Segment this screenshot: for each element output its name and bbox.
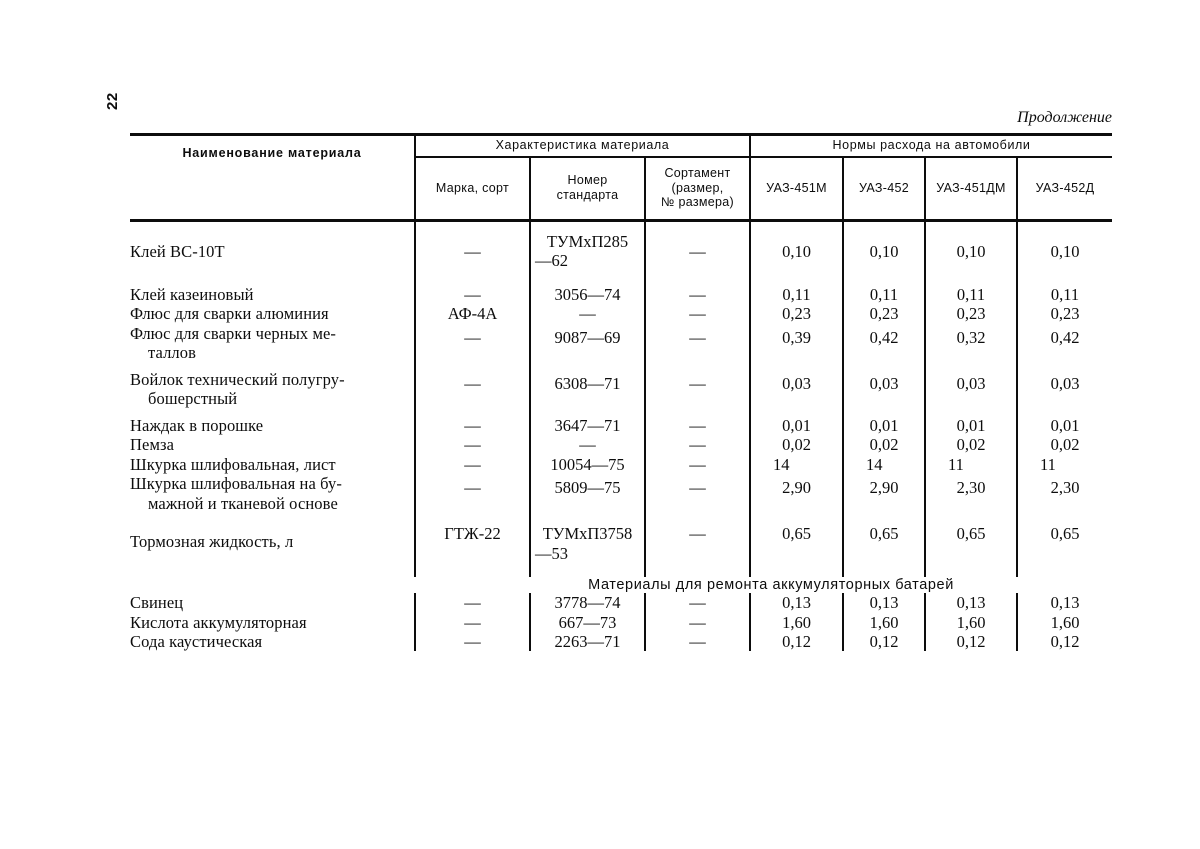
row-standard: 3778—74 [530,593,645,612]
row-assortment: — [645,435,750,454]
row-brand: — [415,632,530,651]
row-material-name [130,593,415,612]
row-value-2: 0,10 [925,232,1017,271]
material-name-line1: Флюс для сварки черных ме- [130,323,337,343]
row-assortment: — [645,593,750,612]
row-brand: ГТЖ-22 [415,520,530,563]
row-brand: — [415,285,530,304]
row-standard: 3647—71 [530,416,645,435]
page-number: 22 [104,92,121,110]
spacer-cell [415,513,530,520]
row-brand: — [415,593,530,612]
material-name-line2: мажной и тканевой основе [148,493,338,513]
spacer-cell [843,563,925,577]
row-material-name [130,324,415,363]
row-value-3: 0,02 [1017,435,1112,454]
material-name-line1: Шкурка шлифовальная на бу- [130,474,342,494]
row-assortment: — [645,474,750,513]
header-name-label: Наименование материала [182,146,362,160]
spacer-cell [1017,218,1112,232]
row-value-2: 0,13 [925,593,1017,612]
row-material-name [130,416,415,435]
row-brand: — [415,613,530,632]
row-brand: — [415,370,530,409]
header-vehicle-0: УАЗ-451М [750,157,843,218]
row-value-0: 0,12 [750,632,843,651]
spacer-cell [645,563,750,577]
material-name-line1: Наждак в порошке [130,415,264,435]
row-value-2: 0,03 [925,370,1017,409]
spacer-cell [750,363,843,370]
spacer-cell [750,513,843,520]
row-value-0: 0,39 [750,324,843,363]
table-row [130,474,1112,513]
row-assortment: — [645,232,750,271]
spacer-cell [530,563,645,577]
spacer-cell [843,513,925,520]
row-value-0: 0,65 [750,520,843,563]
header-standard [530,157,645,218]
spacer-cell [130,563,415,577]
header-vehicle-2: УАЗ-451ДМ [925,157,1017,218]
material-name-line1: Сода каустическая [130,631,263,651]
row-value-3: 0,11 [1017,285,1112,304]
spacer-cell [925,513,1017,520]
row-value-3: 0,23 [1017,304,1112,323]
header-vehicle-3: УАЗ-452Д [1017,157,1112,218]
spacer-cell [1017,513,1112,520]
spacer-row [130,218,1112,232]
row-brand: — [415,232,530,271]
spacer-cell [130,363,415,370]
table-row [130,435,1112,454]
row-value-2: 0,01 [925,416,1017,435]
material-name-line1: Клей ВС-10Т [130,241,225,261]
spacer-cell [1017,409,1112,416]
header-brand: Марка, сорт [415,157,530,218]
row-value-0: 0,13 [750,593,843,612]
spacer-cell [130,409,415,416]
spacer-cell [415,271,530,285]
header-assortment [645,157,750,218]
table-row [130,520,1112,563]
header-standard-line1: Номер [567,173,608,188]
spacer-cell [645,363,750,370]
table-body [130,218,1112,651]
table-row [130,232,1112,271]
material-name-line1: Кислота аккумуляторная [130,612,307,632]
header-group-material: Характеристика материала [415,134,750,157]
spacer-row [130,271,1112,285]
continuation-label: Продолжение [1017,109,1112,126]
row-material-name [130,613,415,632]
row-brand: — [415,474,530,513]
row-material-name [130,304,415,323]
row-value-3: 0,13 [1017,593,1112,612]
spacer-cell [843,271,925,285]
group-header-row [130,134,1112,157]
standard-lines [531,232,644,271]
table-row [130,304,1112,323]
row-value-1: 2,90 [843,474,925,513]
spacer-cell [750,409,843,416]
spacer-cell [415,563,530,577]
material-name-line1: Свинец [130,593,184,613]
row-value-1: 0,23 [843,304,925,323]
header-name-column [130,134,415,218]
material-name-line2: бошерстный [148,389,238,409]
row-assortment: — [645,285,750,304]
table-row [130,593,1112,612]
row-standard: 9087—69 [530,324,645,363]
spacer-cell [645,271,750,285]
spacer-cell [750,218,843,232]
table-row [130,370,1112,409]
material-name-line1: Войлок технический полугру- [130,369,345,389]
header-vehicle-1: УАЗ-452 [843,157,925,218]
table-row [130,613,1112,632]
spacer-cell [925,409,1017,416]
spacer-cell [130,271,415,285]
row-value-1: 0,12 [843,632,925,651]
row-value-1: 14 [843,455,925,474]
row-value-0: 0,01 [750,416,843,435]
row-standard [530,232,645,271]
spacer-row [130,563,1112,577]
materials-table [130,134,1112,651]
row-value-2: 1,60 [925,613,1017,632]
row-assortment: — [645,632,750,651]
row-standard: 3056—74 [530,285,645,304]
standard-line1: ТУМхП285 [546,232,629,251]
row-standard: 10054—75 [530,455,645,474]
row-brand: — [415,416,530,435]
section-title-row [130,577,1112,593]
standard-line2: —53 [535,543,568,563]
standard-lines [531,524,644,563]
row-value-2: 0,02 [925,435,1017,454]
spacer-row [130,513,1112,520]
row-value-1: 0,42 [843,324,925,363]
row-standard: — [530,435,645,454]
row-material-name [130,474,415,513]
row-brand: — [415,324,530,363]
spacer-cell [1017,363,1112,370]
row-value-2: 11 [925,455,1017,474]
row-material-name [130,632,415,651]
row-value-2: 2,30 [925,474,1017,513]
material-name-line1: Пемза [130,435,175,455]
row-value-1: 0,01 [843,416,925,435]
row-value-2: 0,65 [925,520,1017,563]
row-value-3: 0,65 [1017,520,1112,563]
row-material-name [130,520,415,563]
row-value-1: 0,03 [843,370,925,409]
header-assortment-line3: № размера) [661,195,734,210]
spacer-cell [1017,271,1112,285]
row-value-3: 0,01 [1017,416,1112,435]
header-assortment-line2: (размер, [671,180,724,195]
row-value-0: 0,23 [750,304,843,323]
material-name-line1: Тормозная жидкость, л [130,531,294,551]
spacer-cell [925,563,1017,577]
row-brand: АФ-4А [415,304,530,323]
row-value-0: 2,90 [750,474,843,513]
row-material-name [130,232,415,271]
spacer-cell [925,271,1017,285]
spacer-cell [130,513,415,520]
table-row [130,455,1112,474]
row-value-1: 0,65 [843,520,925,563]
spacer-cell [530,218,645,232]
spacer-cell [1017,563,1112,577]
row-value-1: 0,02 [843,435,925,454]
header-standard-line2: стандарта [556,188,619,202]
spacer-cell [843,218,925,232]
spacer-cell [750,563,843,577]
spacer-cell [415,218,530,232]
row-value-2: 0,11 [925,285,1017,304]
row-value-3: 11 [1017,455,1112,474]
row-value-1: 0,10 [843,232,925,271]
row-value-3: 0,10 [1017,232,1112,271]
row-material-name [130,455,415,474]
row-value-1: 1,60 [843,613,925,632]
spacer-cell [415,409,530,416]
row-standard: 5809—75 [530,474,645,513]
material-name-line2: таллов [148,343,196,363]
spacer-cell [645,513,750,520]
row-assortment: — [645,416,750,435]
spacer-cell [530,513,645,520]
table-row [130,324,1112,363]
row-material-name [130,285,415,304]
spacer-row [130,363,1112,370]
table-row [130,285,1112,304]
row-value-0: 0,03 [750,370,843,409]
row-value-2: 0,23 [925,304,1017,323]
spacer-cell [645,218,750,232]
standard-line2: —62 [535,251,568,271]
row-value-3: 1,60 [1017,613,1112,632]
row-value-1: 0,11 [843,285,925,304]
row-value-3: 0,03 [1017,370,1112,409]
table-row [130,632,1112,651]
materials-table-wrapper [130,134,1112,651]
material-name-line1: Шкурка шлифовальная, лист [130,454,336,474]
header-group-norms: Нормы расхода на автомобили [750,134,1112,157]
spacer-cell [130,218,415,232]
row-value-0: 0,02 [750,435,843,454]
spacer-cell [530,363,645,370]
row-assortment: — [645,613,750,632]
material-name-line1: Клей казеиновый [130,284,254,304]
standard-line1: ТУМхП3758 [542,524,633,544]
row-standard: 667—73 [530,613,645,632]
spacer-cell [530,271,645,285]
row-assortment: — [645,370,750,409]
row-value-2: 0,32 [925,324,1017,363]
material-name-line1: Флюс для сварки алюминия [130,304,329,324]
spacer-cell [925,218,1017,232]
section-title-label: Материалы для ремонта аккумуляторных батарей [588,577,954,594]
spacer-cell [530,409,645,416]
spacer-cell [645,409,750,416]
table-head [130,134,1112,218]
row-standard: 6308—71 [530,370,645,409]
row-assortment: — [645,324,750,363]
row-standard: 2263—71 [530,632,645,651]
row-value-0: 14 [750,455,843,474]
row-brand: — [415,435,530,454]
spacer-cell [415,363,530,370]
row-value-3: 0,12 [1017,632,1112,651]
row-material-name [130,435,415,454]
spacer-cell [843,409,925,416]
row-brand: — [415,455,530,474]
row-value-0: 0,11 [750,285,843,304]
spacer-cell [925,363,1017,370]
row-value-1: 0,13 [843,593,925,612]
table-row [130,416,1112,435]
row-assortment: — [645,520,750,563]
section-title-cell [130,577,1112,593]
row-value-0: 0,10 [750,232,843,271]
row-standard [530,520,645,563]
spacer-cell [750,271,843,285]
spacer-cell [843,363,925,370]
row-standard: — [530,304,645,323]
row-assortment: — [645,304,750,323]
row-value-3: 0,42 [1017,324,1112,363]
spacer-row [130,409,1112,416]
row-value-2: 0,12 [925,632,1017,651]
row-value-0: 1,60 [750,613,843,632]
row-material-name [130,370,415,409]
row-value-3: 2,30 [1017,474,1112,513]
row-assortment: — [645,455,750,474]
header-assortment-line1: Сортамент [664,165,731,180]
